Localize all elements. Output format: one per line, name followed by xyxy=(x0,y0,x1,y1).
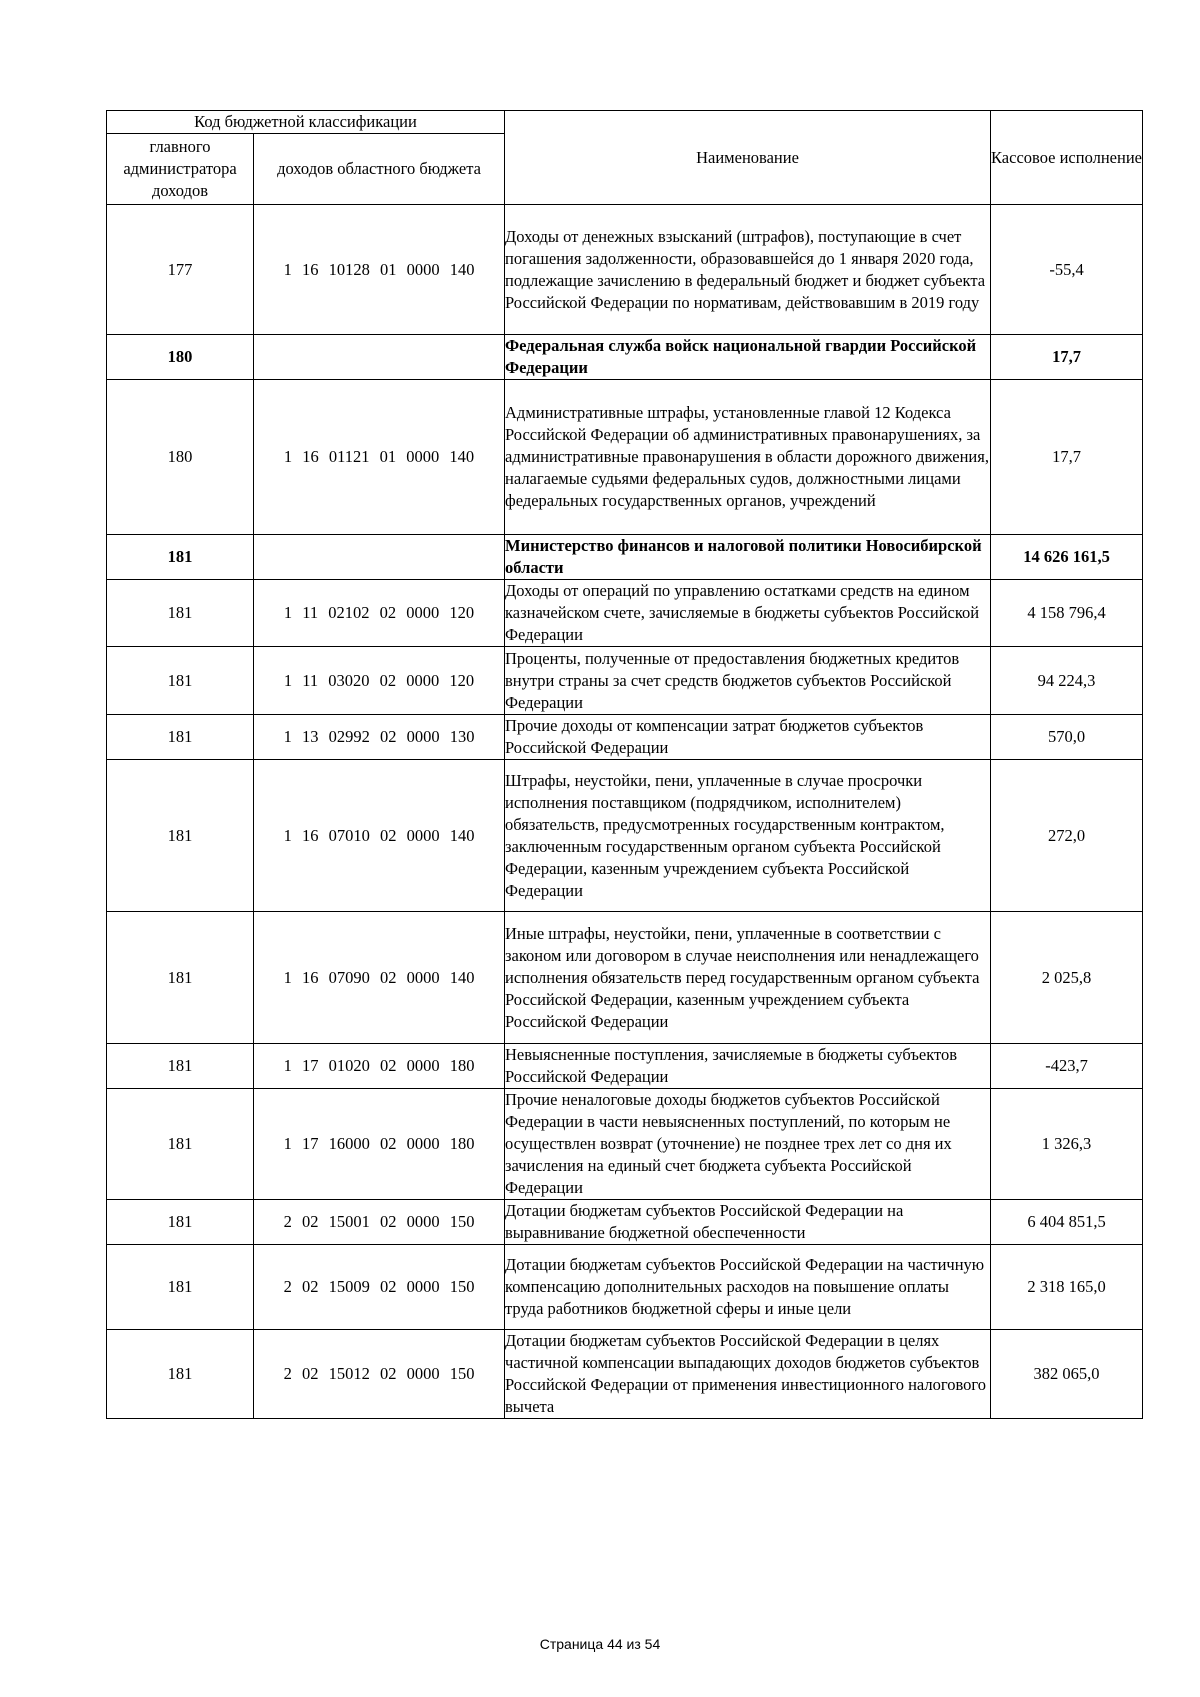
header-regional-budget-revenue: доходов областного бюджета xyxy=(254,134,505,205)
table-row xyxy=(107,1044,1143,1089)
revenue-code-cell: 2 02 15001 02 0000 150 xyxy=(254,1200,505,1245)
revenue-table xyxy=(106,110,1143,1419)
table-row xyxy=(107,205,1143,335)
admin-code-cell: 181 xyxy=(107,1200,254,1245)
name-cell: Министерство финансов и налоговой политики Новосибирской области xyxy=(505,535,991,580)
cash-execution-cell: -423,7 xyxy=(991,1044,1143,1089)
admin-code-cell: 180 xyxy=(107,380,254,535)
admin-code-cell: 181 xyxy=(107,760,254,912)
admin-code-cell: 181 xyxy=(107,1245,254,1330)
header-cash-execution: Кассовое исполнение xyxy=(991,111,1143,205)
revenue-code-cell xyxy=(254,335,505,380)
table-row xyxy=(107,647,1143,715)
cash-execution-cell: 1 326,3 xyxy=(991,1089,1143,1200)
cash-execution-cell: 382 065,0 xyxy=(991,1330,1143,1419)
section-row xyxy=(107,335,1143,380)
revenue-code-cell: 1 11 03020 02 0000 120 xyxy=(254,647,505,715)
revenue-code-cell: 2 02 15012 02 0000 150 xyxy=(254,1330,505,1419)
name-cell: Доходы от операций по управлению остатками средств на едином казначейском счете, зачисляемые в бюджеты субъектов Российской Федерации xyxy=(505,580,991,647)
admin-code-cell: 181 xyxy=(107,580,254,647)
table-row xyxy=(107,380,1143,535)
name-cell: Проценты, полученные от предоставления бюджетных кредитов внутри страны за счет средств бюджетов субъектов Российской Федерации xyxy=(505,647,991,715)
section-row xyxy=(107,535,1143,580)
cash-execution-cell: 14 626 161,5 xyxy=(991,535,1143,580)
admin-code-cell: 180 xyxy=(107,335,254,380)
admin-code-cell: 181 xyxy=(107,1330,254,1419)
revenue-code-cell: 2 02 15009 02 0000 150 xyxy=(254,1245,505,1330)
name-cell: Иные штрафы, неустойки, пени, уплаченные в соответствии с законом или договором в случае неисполнения или ненадлежащего исполнения обязательств перед государственным органом субъекта Российской Федерации, казенным учреждением субъекта Российской Федерации xyxy=(505,912,991,1044)
revenue-code-cell xyxy=(254,535,505,580)
name-cell: Прочие неналоговые доходы бюджетов субъектов Российской Федерации в части невыясненных поступлений, по которым не осуществлен возврат (уточнение) не позднее трех лет со дня их зачисления на единый счет бюджета субъекта Российской Федерации xyxy=(505,1089,991,1200)
revenue-code-cell: 1 16 10128 01 0000 140 xyxy=(254,205,505,335)
admin-code-cell: 181 xyxy=(107,912,254,1044)
cash-execution-cell: 17,7 xyxy=(991,380,1143,535)
cash-execution-cell: 94 224,3 xyxy=(991,647,1143,715)
revenue-code-cell: 1 11 02102 02 0000 120 xyxy=(254,580,505,647)
revenue-code-cell: 1 17 16000 02 0000 180 xyxy=(254,1089,505,1200)
header-budget-classification: Код бюджетной классификации xyxy=(107,111,505,134)
revenue-code-cell: 1 16 01121 01 0000 140 xyxy=(254,380,505,535)
name-cell: Дотации бюджетам субъектов Российской Федерации на выравнивание бюджетной обеспеченности xyxy=(505,1200,991,1245)
name-cell: Дотации бюджетам субъектов Российской Федерации в целях частичной компенсации выпадающих доходов бюджетов субъектов Российской Федерации от применения инвестиционного налогового вычета xyxy=(505,1330,991,1419)
name-cell: Федеральная служба войск национальной гвардии Российской Федерации xyxy=(505,335,991,380)
cash-execution-cell: -55,4 xyxy=(991,205,1143,335)
cash-execution-cell: 6 404 851,5 xyxy=(991,1200,1143,1245)
table-row xyxy=(107,1200,1143,1245)
name-cell: Доходы от денежных взысканий (штрафов), поступающие в счет погашения задолженности, образовавшейся до 1 января 2020 года, подлежащие зачислению в федеральный бюджет и бюджет субъекта Российской Федерации по нормативам, действовавшим в 2019 году xyxy=(505,205,991,335)
table-row xyxy=(107,760,1143,912)
name-cell: Штрафы, неустойки, пени, уплаченные в случае просрочки исполнения поставщиком (подрядчиком, исполнителем) обязательств, предусмотренных государственным контрактом, заключенным государственным органом субъекта Российской Федерации, казенным учреждением субъекта Российской Федерации xyxy=(505,760,991,912)
table-row xyxy=(107,715,1143,760)
cash-execution-cell: 570,0 xyxy=(991,715,1143,760)
admin-code-cell: 181 xyxy=(107,535,254,580)
admin-code-cell: 181 xyxy=(107,1089,254,1200)
name-cell: Административные штрафы, установленные главой 12 Кодекса Российской Федерации об административных правонарушениях, за административные правонарушения в области дорожного движения, налагаемые судьями федеральных судов, должностными лицами федеральных государственных органов, учреждений xyxy=(505,380,991,535)
table-header xyxy=(107,111,1143,205)
table-row xyxy=(107,1245,1143,1330)
admin-code-cell: 181 xyxy=(107,1044,254,1089)
table-row xyxy=(107,1330,1143,1419)
table-body xyxy=(107,205,1143,1419)
admin-code-cell: 177 xyxy=(107,205,254,335)
revenue-code-cell: 1 16 07090 02 0000 140 xyxy=(254,912,505,1044)
revenue-code-cell: 1 17 01020 02 0000 180 xyxy=(254,1044,505,1089)
page-number: Страница 44 из 54 xyxy=(539,1636,661,1652)
cash-execution-cell: 272,0 xyxy=(991,760,1143,912)
name-cell: Невыясненные поступления, зачисляемые в бюджеты субъектов Российской Федерации xyxy=(505,1044,991,1089)
cash-execution-cell: 17,7 xyxy=(991,335,1143,380)
name-cell: Дотации бюджетам субъектов Российской Федерации на частичную компенсацию дополнительных расходов на повышение оплаты труда работников бюджетной сферы и иные цели xyxy=(505,1245,991,1330)
cash-execution-cell: 2 318 165,0 xyxy=(991,1245,1143,1330)
table-row xyxy=(107,580,1143,647)
table-row xyxy=(107,912,1143,1044)
admin-code-cell: 181 xyxy=(107,715,254,760)
cash-execution-cell: 4 158 796,4 xyxy=(991,580,1143,647)
admin-code-cell: 181 xyxy=(107,647,254,715)
revenue-code-cell: 1 13 02992 02 0000 130 xyxy=(254,715,505,760)
table-row xyxy=(107,1089,1143,1200)
name-cell: Прочие доходы от компенсации затрат бюджетов субъектов Российской Федерации xyxy=(505,715,991,760)
header-chief-administrator: главного администратора доходов xyxy=(107,134,254,205)
revenue-code-cell: 1 16 07010 02 0000 140 xyxy=(254,760,505,912)
header-name: Наименование xyxy=(505,111,991,205)
cash-execution-cell: 2 025,8 xyxy=(991,912,1143,1044)
